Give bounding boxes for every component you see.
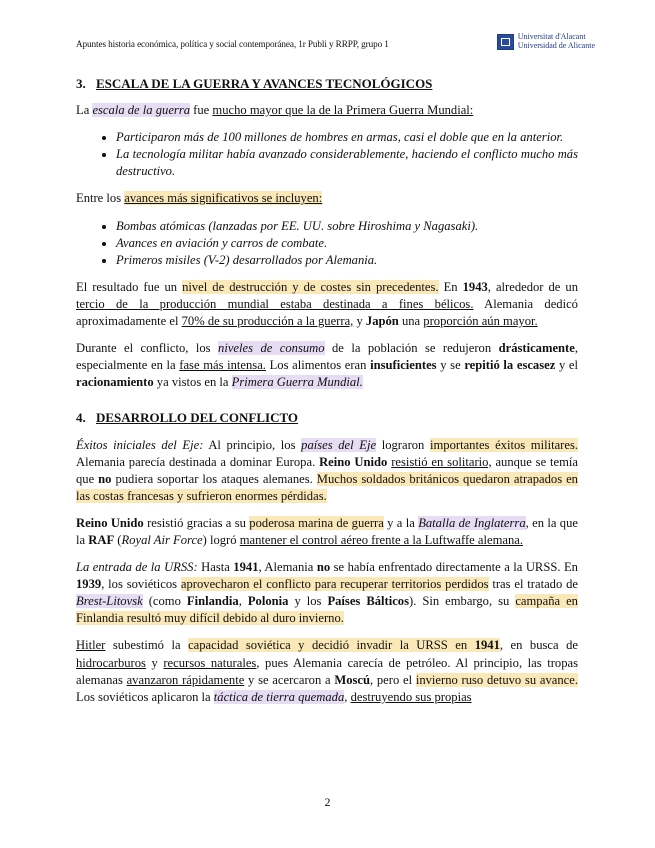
section-3-paragraph-1: La escala de la guerra fue mucho mayor que la de la Primera Guerra Mundial:: [76, 103, 474, 118]
list-item: • Participaron más de 100 millones de hombres en armas, casi el doble que en la anterior.: [116, 129, 578, 146]
section-4-paragraph-1: Éxitos iniciales del Eje: Al principio, los países del Eje lograron importantes éxitos militares. Alemania parecía destinada a dominar Europa. Reino Unido resistió en solitario, aunque se temía que no pudiera soportar los ataques alemanes. Muchos soldados británicos quedaron atrapados en las costas francesas y sufrieron enormes pérdidas.: [76, 437, 578, 503]
logo-line-2: Universidad de Alicante: [517, 40, 595, 50]
section-4-paragraph-3: La entrada de la URSS: Hasta 1941, Alemania no se había enfrentado directamente a la URSS. En 1939, los soviéticos aprovecharon el conflicto para recuperar territorios perdidos tras el tratado de Brest-Litovsk (como Finlandia, Polonia y los Países Bálticos). Sin embargo, su campaña en Finlandia resultó muy difícil debido al duro invierno.: [76, 560, 578, 626]
section-3-bullet-list-2: [76, 218, 578, 269]
list-item: • Bombas atómicas (lanzadas por EE. UU. sobre Hiroshima y Nagasaki).: [116, 218, 578, 235]
section-4-paragraph-2: Reino Unido resistió gracias a su poderosa marina de guerra y a la Batalla de Inglaterra, en la que la RAF (Royal Air Force) logró mantener el control aéreo frente a la Luftwaffe alemana.: [76, 515, 578, 547]
logo-line-1: Universitat d'Alacant: [517, 32, 586, 41]
section-4-paragraph-4: Hitler subestimó la capacidad soviética y decidió invadir la URSS en 1941, en busca de hidrocarburos y recursos naturales, pues Alemania carecía de petróleo. Al principio, las tropas alemanas avanzaron rápidamente y se acercaron a Moscú, pero el invierno ruso detuvo su avance. Los soviéticos aplicaron la táctica de tierra quemada, destruyendo sus propias: [76, 638, 579, 704]
list-item: • Primeros misiles (V-2) desarrollados por Alemania.: [116, 252, 578, 269]
page-header: [76, 32, 595, 63]
section-3-paragraph-2: Entre los avances más significativos se incluyen:: [76, 191, 323, 206]
section-4-heading: 4. DESARROLLO DEL CONFLICTO: [76, 410, 299, 426]
university-logo-icon: [497, 34, 514, 50]
section-3-paragraph-4: Durante el conflicto, los niveles de consumo de la población se redujeron drásticamente, especialmente en la fase más intensa. Los alimentos eran insuficientes y se repitió la escasez y el racionamiento ya vistos en la Primera Guerra Mundial.: [76, 341, 579, 390]
page-number: 2: [324, 795, 331, 809]
document-body: [76, 75, 578, 716]
section-3-heading: 3. ESCALA DE LA GUERRA Y AVANCES TECNOLÓGICOS: [76, 76, 433, 91]
section-3-paragraph-3: El resultado fue un nivel de destrucción y de costes sin precedentes. En 1943, alrededor de un tercio de la producción mundial estaba destinada a fines bélicos. Alemania dedicó aproximadamente el 70% de su producción a la guerra, y Japón una proporción aún mayor.: [76, 279, 579, 329]
list-item: • La tecnología militar había avanzado considerablemente, haciendo el conflicto mucho más destructivo.: [116, 146, 578, 180]
university-logo: [497, 33, 595, 50]
section-3-bullet-list-1: [76, 129, 578, 180]
list-item: • Avances en aviación y carros de combate.: [116, 235, 578, 252]
header-text: Apuntes historia económica, política y social contemporánea, 1r Publi y RRPP, grupo 1: [76, 39, 389, 49]
